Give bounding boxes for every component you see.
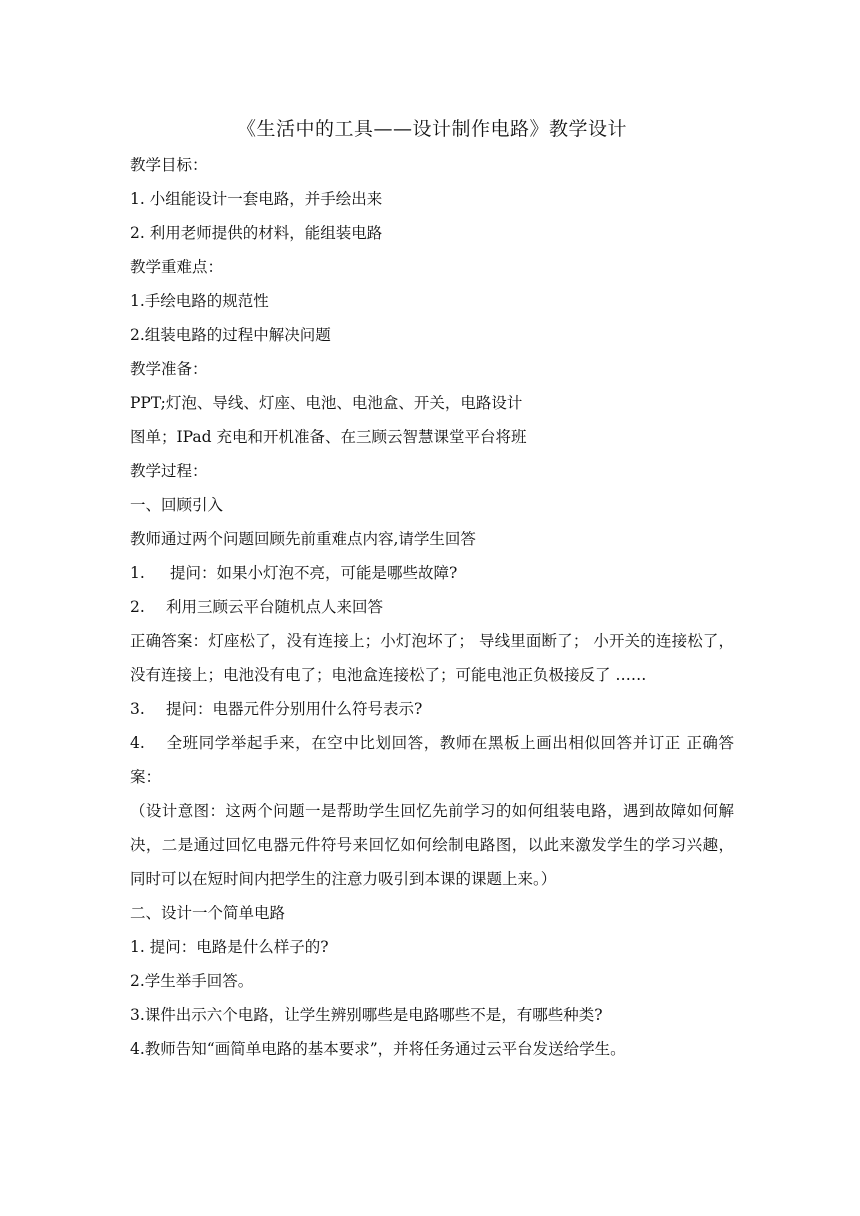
difficulties-heading: 教学重难点： [130, 258, 224, 276]
question-2-text: 利用三顾云平台随机点人来回答 [166, 598, 384, 616]
objective-item-1: 1. 小组能设计一套电路，并手绘出来 [130, 190, 383, 208]
question-2-number: 2. [130, 598, 145, 616]
preparation-heading: 教学准备： [130, 360, 208, 378]
question-3-text: 提问：电器元件分别用什么符号表示? [166, 700, 423, 718]
section2-item-4: 4.教师告知“画简单电路的基本要求”，并将任务通过云平台发送给学生。 [130, 1040, 626, 1058]
section2-item-1: 1. 提问：电路是什么样子的? [130, 938, 329, 956]
section2-heading: 二、设计一个简单电路 [130, 904, 286, 922]
question-4-number: 4. [130, 734, 145, 752]
answer-paragraph-1: 正确答案：灯座松了，没有连接上；小灯泡坏了； 导线里面断了； 小开关的连接松了，没有连接上；电池没有电了；电池盒连接松了；可能电池正负极接反了 …… [130, 632, 734, 684]
difficulty-item-2: 2.组装电路的过程中解决问题 [130, 326, 331, 344]
section2-item-2: 2.学生举手回答。 [130, 972, 254, 990]
difficulty-item-1: 1.手绘电路的规范性 [130, 292, 269, 310]
question-4-text: 全班同学举起手来，在空中比划回答，教师在黑板上画出相似回答并订正 正确答案： [130, 734, 734, 786]
section2-item-3: 3.课件出示六个电路，让学生辨别哪些是电路哪些不是，有哪些种类? [130, 1006, 603, 1024]
preparation-line-2: 图单；IPad 充电和开机准备、在三顾云智慧课堂平台将班 [130, 428, 527, 446]
objectives-heading: 教学目标： [130, 156, 208, 174]
question-3 [130, 692, 734, 726]
preparation-line-1: PPT;灯泡、导线、灯座、电池、电池盒、开关，电路设计 [130, 394, 523, 412]
document-page [130, 112, 734, 1066]
section1-intro: 教师通过两个问题回顾先前重难点内容,请学生回答 [130, 530, 476, 548]
objective-item-2: 2. 利用老师提供的材料，能组装电路 [130, 224, 383, 242]
question-2 [130, 590, 734, 624]
design-intent-paragraph: （设计意图：这两个问题一是帮助学生回忆先前学习的如何组装电路，遇到故障如何解决，二是通过回忆电器元件符号来回忆如何绘制电路图，以此来激发学生的学习兴趣，同时可以在短时间内把学生的注意力吸引到本课的课题上来。） [130, 802, 734, 888]
document-title: 《生活中的工具——设计制作电路》教学设计 [236, 118, 627, 140]
question-4 [130, 726, 734, 794]
question-1 [130, 556, 734, 590]
question-3-number: 3. [130, 700, 145, 718]
question-1-text: 提问：如果小灯泡不亮，可能是哪些故障? [170, 564, 458, 582]
question-1-number: 1. [130, 564, 145, 582]
section1-heading: 一、回顾引入 [130, 496, 224, 514]
process-heading: 教学过程： [130, 462, 208, 480]
